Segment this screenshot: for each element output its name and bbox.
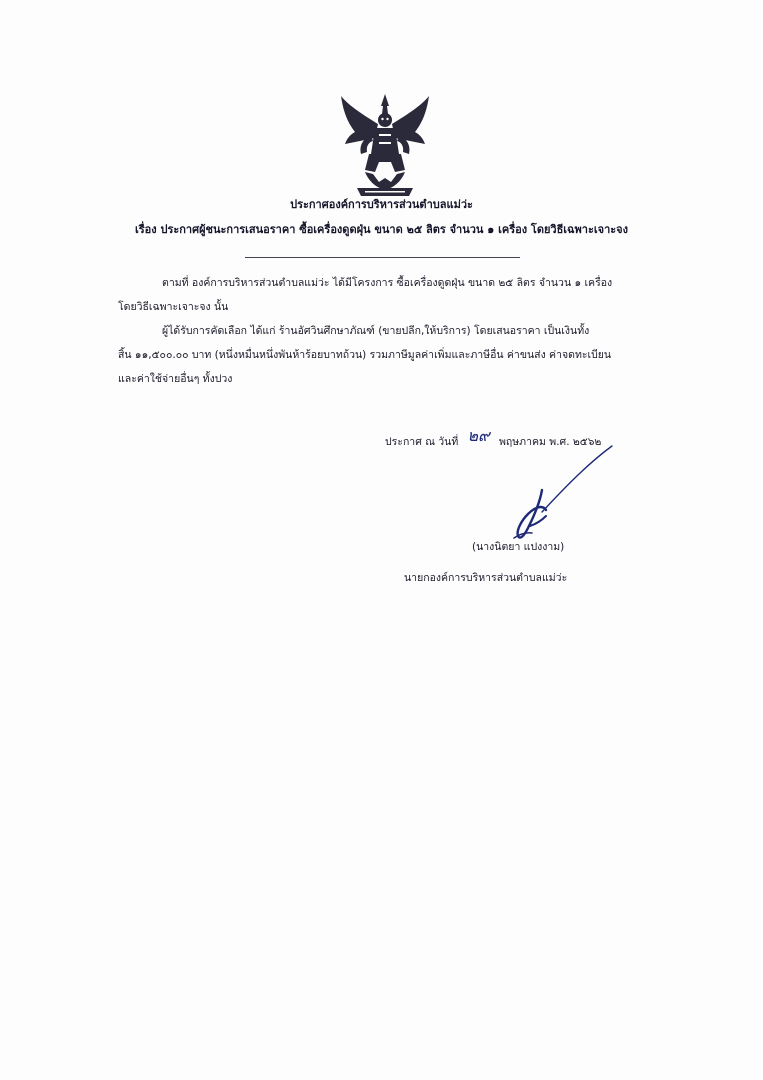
paragraph-line: ตามที่ องค์การบริหารส่วนตำบลแม่ว่ะ ได้มีโครงการ ซื้อเครื่องดูดฝุ่น ขนาด ๒๕ ลิตร จำนวน ๑ เครื่อง xyxy=(162,277,613,289)
divider xyxy=(245,257,520,258)
handwritten-signature-icon xyxy=(490,440,620,550)
garuda-emblem-icon xyxy=(335,92,435,198)
org-title: ประกาศองค์การบริหารส่วนตำบลแม่ว่ะ xyxy=(290,198,473,211)
paragraph-line: ผู้ได้รับการคัดเลือก ได้แก่ ร้านอัศวินศึกษาภัณฑ์ (ขายปลีก,ให้บริการ) โดยเสนอราคา เป็นเงินทั้ง xyxy=(162,325,590,337)
paragraph-winner xyxy=(118,319,658,391)
announce-month-year: พฤษภาคม พ.ศ. ๒๕๖๒ xyxy=(498,436,602,448)
signer-name: (นางนิตยา แปงงาม) xyxy=(472,541,565,553)
signer-title: นายกองค์การบริหารส่วนตำบลแม่ว่ะ xyxy=(404,572,568,584)
paragraph-line: สิ้น ๑๑,๕๐๐.๐๐ บาท (หนึ่งหมื่นหนึ่งพันห้าร้อยบาทถ้วน) รวมภาษีมูลค่าเพิ่มและภาษีอื่น ค่าขนส่ง ค่าจดทะเบียน xyxy=(118,349,612,361)
announce-day: ๒๙ xyxy=(467,426,490,445)
paragraph-line: โดยวิธีเฉพาะเจาะจง นั้น xyxy=(118,301,229,313)
announce-prefix: ประกาศ ณ วันที่ xyxy=(385,436,459,448)
subject-line: เรื่อง ประกาศผู้ชนะการเสนอราคา ซื้อเครื่องดูดฝุ่น ขนาด ๒๕ ลิตร จำนวน ๑ เครื่อง โดยวิธีเฉพาะเจาะจง xyxy=(135,223,628,236)
paragraph-line: และค่าใช้จ่ายอื่นๆ ทั้งปวง xyxy=(118,373,233,385)
paragraph-project xyxy=(118,271,658,319)
